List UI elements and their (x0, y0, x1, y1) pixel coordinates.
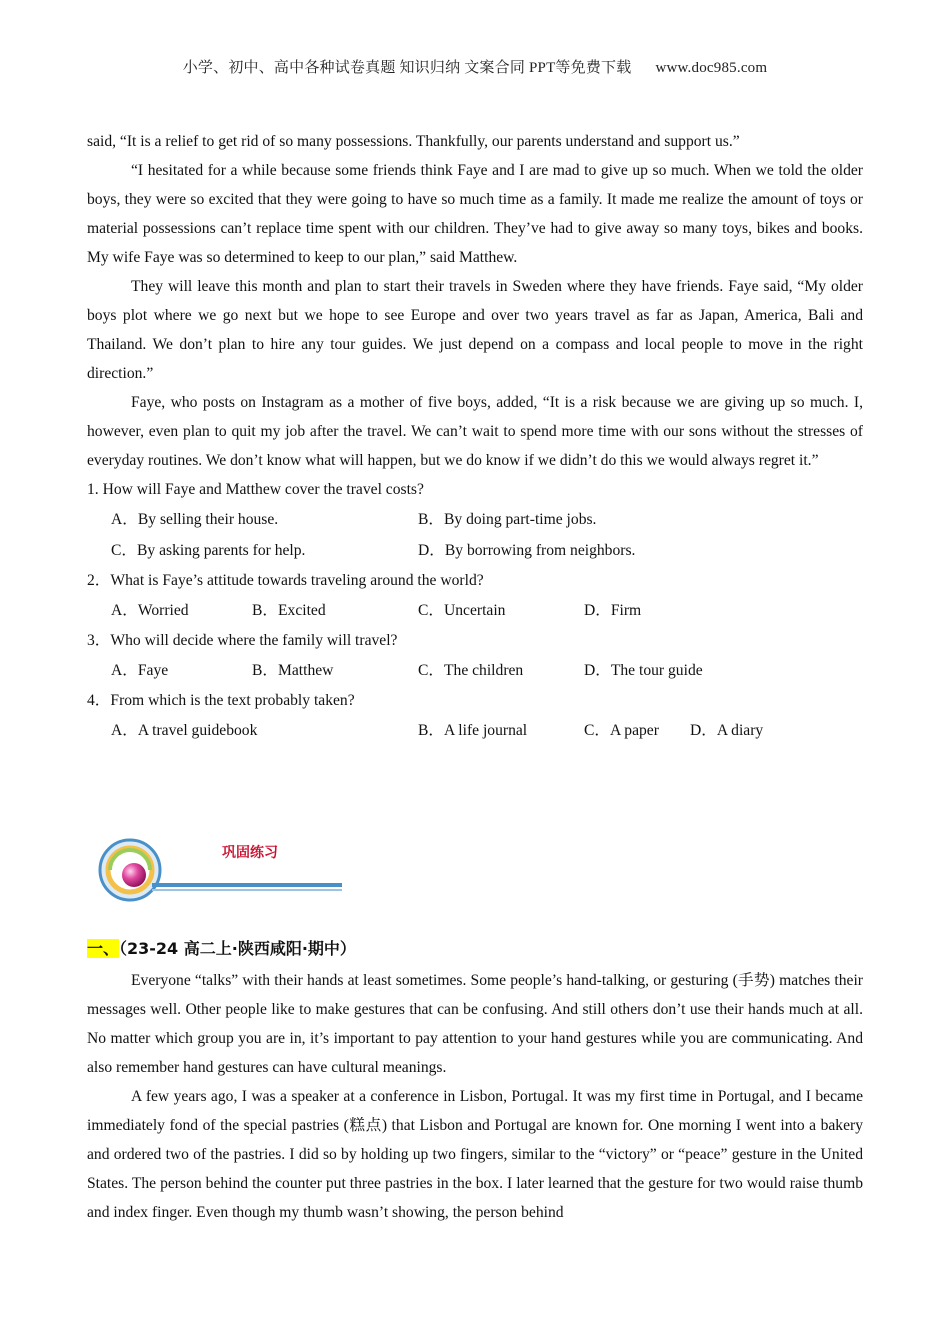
banner-ball (122, 863, 146, 887)
question-2 (87, 566, 863, 626)
passage-paragraph: said, “It is a relief to get rid of so many possessions. Thankfully, our parents understand and support us.” (87, 133, 740, 150)
option-row (87, 595, 863, 626)
option-d[interactable]: D．By borrowing from neighbors. (418, 542, 636, 559)
option-d[interactable]: D．Firm (584, 602, 642, 619)
option-b[interactable]: B．A life journal (418, 722, 528, 739)
question-4 (87, 686, 863, 746)
question-1 (87, 475, 863, 566)
passage-paragraph: They will leave this month and plan to start their travels in Sweden where they have friends. Faye said, “My older boys plot where we go next but we hope to see Europe and over two years travel as far as Japan, America, Bali and Thailand. We don’t plan to hire any tour guides. We just depend on a compass and local people to move in the right direction.” (87, 278, 863, 382)
option-b[interactable]: B．Matthew (252, 662, 334, 679)
question-stem: 2．What is Faye’s attitude towards traveling around the world? (87, 572, 484, 589)
option-c[interactable]: C．Uncertain (418, 602, 506, 619)
passage2-paragraph: A few years ago, I was a speaker at a conference in Lisbon, Portugal. It was my first time in Portugal, and I became immediately fond of the special pastries (糕点) that Lisbon and Portugal are known for. One morning I went into a bakery and ordered two of the pastries. I did so by holding up two fingers, similar to the “victory” or “peace” gesture in the United States. The person behind the counter put three pastries in the box. I later learned that the gesture for two would raise thumb and index finger. Even though my thumb wasn’t showing, the person behind (87, 1088, 863, 1221)
header-url[interactable]: www.doc985.com (655, 60, 768, 76)
passage2-paragraph: Everyone “talks” with their hands at least sometimes. Some people’s hand-talking, or gesturing (手势) matches their messages well. Other people like to make gestures that can be confusing. And still others don’t use their hands much at all. No matter which group you are in, it’s important to pay attention to your hand gestures while you are communicating. And also remember hand gestures can have cultural meanings. (87, 972, 863, 1076)
question-stem: 4．From which is the text probably taken? (87, 692, 355, 709)
page-header (0, 56, 950, 77)
question-3 (87, 626, 863, 686)
option-c[interactable]: C．By asking parents for help. (111, 542, 306, 559)
option-row (87, 535, 863, 566)
section-source: （23-24 高二上·陕西咸阳·期中） (119, 939, 356, 958)
option-a[interactable]: A．Worried (111, 602, 189, 619)
option-b[interactable]: B．By doing part-time jobs. (418, 511, 597, 528)
option-row (87, 655, 863, 686)
option-a[interactable]: A．A travel guidebook (111, 722, 258, 739)
reading-passage-2 (87, 966, 863, 1227)
section-number: 一、 (87, 939, 120, 958)
option-d[interactable]: D．The tour guide (584, 662, 703, 679)
option-row (87, 715, 863, 746)
passage-paragraph: “I hesitated for a while because some friends think Faye and I are mad to give up so much. When we told the older boys, they were so excited that they were going to have so much time as a family. It made me realize the amount of toys or material possessions can’t replace time spent with our children. They’ve had to give away so many toys, bikes and books. My wife Faye was so determined to keep to our plan,” said Matthew. (87, 162, 863, 266)
option-row (87, 504, 863, 535)
option-b[interactable]: B．Excited (252, 602, 326, 619)
option-c[interactable]: C．The children (418, 662, 524, 679)
option-d[interactable]: D．A diary (690, 722, 764, 739)
passage-paragraph: Faye, who posts on Instagram as a mother of five boys, added, “It is a risk because we are giving up so much. I, however, even plan to quit my job after the travel. We can’t wait to spend more time with our sons without the stresses of everyday routines. We don’t know what will happen, but we do know if we didn’t do this we would always regret it.” (87, 394, 863, 469)
option-a[interactable]: A．By selling their house. (111, 511, 279, 528)
option-a[interactable]: A．Faye (111, 662, 169, 679)
question-stem: 1. How will Faye and Matthew cover the travel costs? (87, 481, 424, 498)
reading-passage (87, 127, 863, 746)
section-heading (87, 936, 356, 959)
banner-line-top (152, 883, 342, 887)
banner-title: 巩固练习 (222, 845, 278, 861)
header-text: 小学、初中、高中各种试卷真题 知识归纳 文案合同 PPT等免费下载 (182, 60, 632, 76)
question-stem: 3．Who will decide where the family will travel? (87, 632, 398, 649)
option-c[interactable]: C．A paper (584, 722, 659, 739)
banner-line-bottom (152, 889, 342, 891)
